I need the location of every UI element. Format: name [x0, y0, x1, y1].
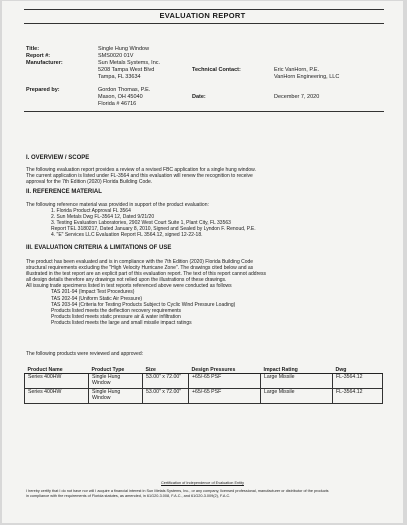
- date-label: Date:: [192, 94, 206, 100]
- manufacturer-name: Sun Metals Systems, Inc.: [98, 60, 161, 66]
- contact-company: VanHorn Engineering, LLC: [274, 74, 340, 80]
- evaluation-report-page: [2, 1, 403, 523]
- title-value: Single Hung Window: [98, 46, 150, 52]
- table-row: [25, 389, 383, 404]
- cell-product-name: Series 400HW: [25, 374, 89, 389]
- overview-line: approval for the 7th Edition (2020) Florida Building Code.: [26, 179, 153, 186]
- test-item: TAS 201-94 (Impact Test Procedures): [51, 289, 135, 296]
- reference-heading: II. REFERENCE MATERIAL: [26, 189, 102, 195]
- cell-product-type: Single Hung Window: [89, 374, 143, 389]
- reference-text: [26, 202, 381, 239]
- criteria-line: all design details therefore any drawings not relied upon the illustrations of these drawings.: [26, 277, 227, 284]
- col-dwg: Dwg: [333, 366, 383, 374]
- cell-dwg: FL-3564.12: [333, 389, 383, 404]
- table-row: [25, 374, 383, 389]
- reference-item: 2. Sun Metals Dwg FL-3564 12, Dated 9/21/20: [51, 214, 155, 221]
- test-item: Products listed meets the deflection recovery requirements: [51, 307, 182, 314]
- certification-line: in compliance with the requirements of Florida statutes, as amended, in 61G20-3.008, F.A.C., and 61G20-3.009(2), F.A.C.: [26, 494, 231, 498]
- col-product-name: Product Name: [25, 366, 89, 374]
- overview-line: The current application is listed under FL-3564 and this evaluation will renew the recognition to receive: [26, 173, 253, 180]
- manufacturer-city: Tampa, FL 33634: [98, 74, 141, 80]
- reviewed-text: [26, 351, 381, 357]
- report-value: SMS0020 01V: [98, 53, 134, 59]
- reference-item: 1. Florida Product Approval FL 3564: [51, 208, 131, 215]
- reference-intro: The following reference material was provided in support of the product evaluation:: [26, 202, 209, 208]
- manufacturer-label: Manufacturer:: [26, 60, 63, 66]
- test-item: TAS 202-94 (Uniform Static Air Pressure): [51, 295, 143, 302]
- reference-item: 3. Testing Evaluation Laboratories, 2902 West Court Suite 1, Plant City, FL 33563: [51, 220, 231, 227]
- info-rule: [24, 111, 384, 112]
- criteria-heading: III. EVALUATION CRITERIA & LIMITATIONS OF USE: [26, 245, 172, 251]
- overview-line: The following evaluation report provides a review of a revised FBC application for a single hung window.: [26, 167, 256, 173]
- criteria-line: The product has been evaluated and is in compliance with the 7th Edition (2020) Florida Building Code: [26, 259, 254, 265]
- col-size: Size: [143, 366, 189, 374]
- contact-label: Technical Contact:: [192, 67, 241, 73]
- test-item: Products listed meets static pressure air & water infiltration: [51, 313, 181, 320]
- cell-impact-rating: Large Missile: [261, 374, 333, 389]
- cell-dwg: FL-3564.12: [333, 374, 383, 389]
- title-label: Title:: [26, 46, 40, 52]
- test-item: Products listed meets the large and small missile impact ratings: [51, 319, 192, 326]
- report-title: EVALUATION REPORT: [159, 11, 246, 20]
- criteria-line: All issuing trade specimens listed in test reports referenced above were conducted as follows: [26, 283, 232, 290]
- cell-design-pressures: +65/-65 PSF: [189, 389, 261, 404]
- cell-product-name: Series 400HW: [25, 389, 89, 404]
- col-design-pressures: Design Pressures: [189, 366, 261, 374]
- date-value: December 7, 2020: [274, 94, 320, 100]
- cell-product-type: Single Hung Window: [89, 389, 143, 404]
- certification-line: I hereby certify that I do not have nor will I acquire a financial interest in Sun Metals Systems, Inc., or any company, licensed professional, manufacturer or distributor of the products: [26, 489, 329, 493]
- overview-text: [26, 167, 381, 185]
- contact-name: Eric VanHorn, P.E.: [274, 67, 320, 73]
- product-table: [24, 366, 383, 404]
- reference-item: 4. "E" Services LLC Evaluation Report FL 3564.12, signed 12-22-18.: [51, 232, 203, 239]
- prepared-city: Mason, OH 45040: [98, 94, 143, 100]
- table-header-row: [25, 366, 383, 374]
- cell-size: 53.00" x 72.00": [143, 374, 189, 389]
- reference-item: Report TEL 3180217, Dated January 8, 2010, Signed and Sealed by Lyndon F. Renoud, P.E.: [51, 226, 256, 233]
- prepared-license: Florida # 46716: [98, 101, 137, 107]
- col-product-type: Product Type: [89, 366, 143, 374]
- certification-text: [26, 489, 382, 499]
- overview-heading: I. OVERVIEW / SCOPE: [26, 155, 90, 161]
- certification-heading: Certification of Independence of Evaluation Entity: [161, 481, 244, 485]
- test-item: TAS 203-94 (Criteria for Testing Products Subject to Cyclic Wind Pressure Loading): [51, 301, 236, 308]
- cell-size: 53.00" x 72.00": [143, 389, 189, 404]
- prepared-label: Prepared by:: [26, 87, 60, 93]
- manufacturer-street: 5208 Tampa West Blvd: [98, 67, 155, 73]
- reviewed-line: The following products were reviewed and approved:: [26, 351, 144, 357]
- cell-design-pressures: +65/-65 PSF: [189, 374, 261, 389]
- prepared-name: Gordon Thomas, P.E.: [98, 87, 151, 93]
- report-label: Report #:: [26, 53, 51, 59]
- cell-impact-rating: Large Missile: [261, 389, 333, 404]
- title-rule: [24, 23, 384, 24]
- criteria-text: [26, 259, 381, 326]
- criteria-line: structural requirements excluding the "High Velocity Hurricane Zone". The drawings cited below and as: [26, 265, 254, 272]
- col-impact-rating: Impact Rating: [261, 366, 333, 374]
- criteria-line: illustrated in the test report are an explicit part of this evaluation report. The text of this report cannot address: [26, 271, 267, 278]
- top-rule: [24, 9, 384, 10]
